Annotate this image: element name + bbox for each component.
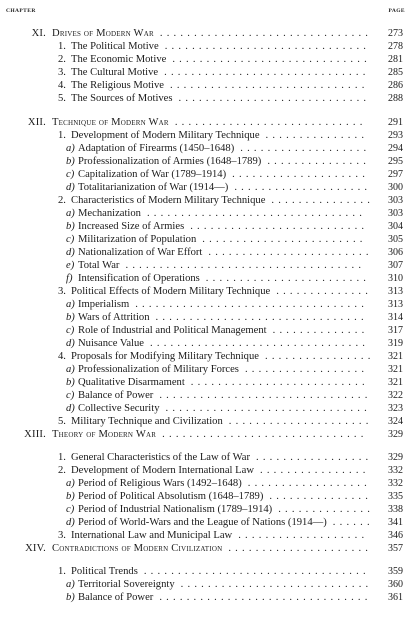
dot-leader: ............................... bbox=[159, 28, 373, 39]
page-number: 329 bbox=[388, 429, 403, 440]
page-number: 293 bbox=[388, 130, 403, 141]
toc-entry-label bbox=[0, 428, 156, 441]
entry-number: 1. bbox=[58, 566, 66, 577]
toc-entry-label bbox=[66, 337, 144, 350]
entry-title: Proposals for Modifying Military Technique bbox=[71, 351, 259, 362]
chapter-number: XI. bbox=[31, 28, 46, 39]
page-number: 329 bbox=[388, 452, 403, 463]
toc-entry-label bbox=[66, 477, 242, 490]
toc-entry-label bbox=[66, 220, 184, 233]
toc-subsection-entry bbox=[0, 181, 403, 194]
page-number: 281 bbox=[388, 54, 403, 65]
dot-leader: .............................. bbox=[164, 67, 370, 78]
toc-entry-label bbox=[66, 516, 327, 529]
toc-chapter-entry bbox=[0, 542, 403, 555]
page-number: 304 bbox=[388, 221, 403, 232]
page-number: 306 bbox=[388, 247, 403, 258]
toc-entry-label bbox=[66, 389, 153, 402]
entry-title: Collective Security bbox=[78, 403, 160, 414]
entry-title: Balance of Power bbox=[78, 592, 154, 603]
toc-subsection-entry bbox=[0, 363, 403, 376]
toc-chapter-entry bbox=[0, 116, 403, 129]
dot-leader: .......................... bbox=[190, 377, 369, 388]
toc-subsection-entry bbox=[0, 233, 403, 246]
entry-number: 2. bbox=[58, 54, 66, 65]
entry-number: b) bbox=[66, 221, 75, 232]
toc-subsection-entry bbox=[0, 337, 403, 350]
page-number: 273 bbox=[388, 28, 403, 39]
entry-title: Imperialism bbox=[78, 299, 130, 310]
toc-section-entry bbox=[0, 451, 403, 464]
toc-entry-label bbox=[66, 207, 141, 220]
entry-number: 4. bbox=[58, 351, 66, 362]
entry-title: Qualitative Disarmament bbox=[78, 377, 185, 388]
entry-number: 3. bbox=[58, 286, 66, 297]
dot-leader: ................................... bbox=[125, 260, 366, 271]
page-number: 341 bbox=[388, 517, 403, 528]
page-number: 346 bbox=[388, 530, 403, 541]
entry-number: 2. bbox=[58, 465, 66, 476]
dot-leader: ........................ bbox=[205, 273, 371, 284]
chapter-title: Drives of Modern War bbox=[52, 28, 154, 39]
toc-entry-label bbox=[58, 529, 232, 542]
entry-number: d) bbox=[66, 182, 75, 193]
entry-title: Development of Modern Military Technique bbox=[71, 130, 260, 141]
dot-leader: ................ bbox=[264, 351, 375, 362]
page-number: 359 bbox=[388, 566, 403, 577]
toc-section-entry bbox=[0, 415, 403, 428]
page-number: 360 bbox=[388, 579, 403, 590]
entry-title: Adaptation of Firearms (1450–1648) bbox=[78, 143, 235, 154]
page-number: 310 bbox=[388, 273, 403, 284]
page-number: 305 bbox=[388, 234, 403, 245]
entry-number: c) bbox=[66, 325, 75, 336]
page-number: 278 bbox=[388, 41, 403, 52]
toc-section-entry bbox=[0, 464, 403, 477]
entry-number: 3. bbox=[58, 530, 66, 541]
page-number: 303 bbox=[388, 208, 403, 219]
chapter-column-label: CHAPTER bbox=[6, 8, 36, 14]
page-number: 314 bbox=[388, 312, 403, 323]
entry-title: Period of Religious Wars (1492–1648) bbox=[78, 478, 242, 489]
entry-title: Professionalization of Armies (1648–1789) bbox=[78, 156, 262, 167]
entry-number: b) bbox=[66, 592, 75, 603]
toc-entry-label bbox=[58, 285, 270, 298]
entry-title: Balance of Power bbox=[78, 390, 154, 401]
toc-subsection-entry bbox=[0, 490, 403, 503]
toc-entry-label bbox=[66, 311, 150, 324]
toc-section-entry bbox=[0, 66, 403, 79]
toc-entry-label bbox=[66, 591, 153, 604]
toc-section-entry bbox=[0, 79, 403, 92]
toc-section-entry bbox=[0, 285, 403, 298]
entry-title: Wars of Attrition bbox=[78, 312, 150, 323]
entry-title: The Cultural Motive bbox=[71, 67, 159, 78]
entry-number: a) bbox=[66, 299, 75, 310]
dot-leader: ..................... bbox=[228, 416, 373, 427]
entry-number: 1. bbox=[58, 130, 66, 141]
page-number: 291 bbox=[388, 117, 403, 128]
dot-leader: ............................ bbox=[174, 117, 367, 128]
entry-title: The Economic Motive bbox=[71, 54, 167, 65]
dot-leader: ............... bbox=[269, 491, 373, 502]
toc-subsection-entry bbox=[0, 155, 403, 168]
entry-number: d) bbox=[66, 403, 75, 414]
chapter-number: XIII. bbox=[24, 429, 46, 440]
page-number: 338 bbox=[388, 504, 403, 515]
page-number: 286 bbox=[388, 80, 403, 91]
page-number: 313 bbox=[388, 299, 403, 310]
toc-entry-label bbox=[58, 53, 166, 66]
chapter-title: Theory of Modern War bbox=[52, 429, 157, 440]
entry-title: Totalitarianization of War (1914—) bbox=[78, 182, 229, 193]
toc-entry-label bbox=[66, 363, 239, 376]
toc-entry-label bbox=[66, 402, 160, 415]
entry-number: 5. bbox=[58, 416, 66, 427]
toc-entry-label bbox=[58, 415, 223, 428]
entry-title: Militarization of Population bbox=[78, 234, 197, 245]
toc-entry-label bbox=[58, 129, 260, 142]
toc-entry-label bbox=[66, 142, 234, 155]
toc-entry-label bbox=[66, 233, 196, 246]
page-number: 324 bbox=[388, 416, 403, 427]
toc-entry-label bbox=[66, 168, 226, 181]
toc-subsection-entry bbox=[0, 207, 403, 220]
entry-title: Political Trends bbox=[71, 566, 138, 577]
entry-title: Increased Size of Armies bbox=[78, 221, 185, 232]
toc-entry-label bbox=[58, 79, 164, 92]
toc-entry-label bbox=[58, 66, 158, 79]
dot-leader: ............................. bbox=[172, 54, 371, 65]
toc-entry-label bbox=[66, 490, 263, 503]
entry-number: c) bbox=[66, 504, 75, 515]
toc-subsection-entry bbox=[0, 142, 403, 155]
page-number: 321 bbox=[388, 377, 403, 388]
toc-section-entry bbox=[0, 40, 403, 53]
page-number: 321 bbox=[388, 351, 403, 362]
column-header bbox=[0, 4, 417, 16]
entry-title: Nationalization of War Effort bbox=[78, 247, 203, 258]
toc-subsection-entry bbox=[0, 503, 403, 516]
toc-entry-label bbox=[66, 376, 185, 389]
entry-number: d) bbox=[66, 338, 75, 349]
page-number: 319 bbox=[388, 338, 403, 349]
entry-title: Total War bbox=[78, 260, 120, 271]
toc-subsection-entry bbox=[0, 591, 403, 604]
dot-leader: ................................ bbox=[150, 338, 370, 349]
dot-leader: ................ bbox=[259, 465, 370, 476]
page-number: 317 bbox=[388, 325, 403, 336]
toc-subsection-entry bbox=[0, 311, 403, 324]
toc-entry-label bbox=[58, 451, 250, 464]
dot-leader: ............................... bbox=[159, 390, 372, 401]
dot-leader: ................. bbox=[255, 452, 373, 463]
entry-title: Military Technique and Civilization bbox=[71, 416, 223, 427]
entry-number: c) bbox=[66, 234, 75, 245]
entry-number: 5. bbox=[58, 93, 66, 104]
toc-entry-label bbox=[66, 298, 129, 311]
entry-number: 1. bbox=[58, 41, 66, 52]
toc-subsection-entry bbox=[0, 246, 403, 259]
dot-leader: .............................. bbox=[165, 403, 371, 414]
toc-subsection-entry bbox=[0, 324, 403, 337]
entry-number: 4. bbox=[58, 80, 66, 91]
toc-entry-label bbox=[66, 578, 175, 591]
entry-number: a) bbox=[66, 478, 75, 489]
entry-number: 1. bbox=[58, 452, 66, 463]
page-number: 294 bbox=[388, 143, 403, 154]
dot-leader: ............................ bbox=[178, 93, 371, 104]
entry-title: Political Effects of Modern Military Technique bbox=[71, 286, 271, 297]
entry-number: 2. bbox=[58, 195, 66, 206]
dot-leader: ............... bbox=[265, 130, 369, 141]
dot-leader: ............................. bbox=[169, 80, 369, 91]
chapter-number: XII. bbox=[27, 117, 46, 128]
entry-number: a) bbox=[66, 143, 75, 154]
dot-leader: .............. bbox=[272, 325, 369, 336]
page-number: 300 bbox=[388, 182, 403, 193]
dot-leader: ............................... bbox=[155, 312, 368, 323]
toc-entry-label bbox=[0, 542, 222, 555]
toc-subsection-entry bbox=[0, 516, 403, 529]
toc-entry-label bbox=[0, 116, 169, 129]
dot-leader: ................... bbox=[238, 530, 369, 541]
page-number: 288 bbox=[388, 93, 403, 104]
toc-section-entry bbox=[0, 53, 403, 66]
dot-leader: ............................ bbox=[180, 579, 373, 590]
entry-number: b) bbox=[66, 491, 75, 502]
toc-subsection-entry bbox=[0, 376, 403, 389]
dot-leader: ................... bbox=[240, 143, 371, 154]
toc-entry-label bbox=[58, 92, 173, 105]
dot-leader: ...... bbox=[332, 517, 374, 528]
dot-leader: ................................ bbox=[146, 208, 367, 219]
entry-title: Nuisance Value bbox=[78, 338, 144, 349]
toc-entry-label bbox=[66, 272, 200, 285]
page-number: 285 bbox=[388, 67, 403, 78]
toc-entry-label bbox=[58, 194, 265, 207]
dot-leader: .............. bbox=[278, 504, 375, 515]
toc-subsection-entry bbox=[0, 272, 403, 285]
toc-subsection-entry bbox=[0, 298, 403, 311]
entry-title: Development of Modern International Law bbox=[71, 465, 254, 476]
entry-number: d) bbox=[66, 517, 75, 528]
entry-title: Role of Industrial and Political Management bbox=[78, 325, 267, 336]
toc-entry-label bbox=[58, 40, 159, 53]
dot-leader: ........................ bbox=[202, 234, 367, 245]
toc-entry-label bbox=[66, 155, 261, 168]
toc-entry-label bbox=[58, 565, 138, 578]
toc-section-entry bbox=[0, 129, 403, 142]
page-number: 357 bbox=[388, 543, 403, 554]
page-number: 321 bbox=[388, 364, 403, 375]
dot-leader: .......................... bbox=[190, 221, 369, 232]
dot-leader: .................. bbox=[247, 478, 372, 489]
entry-number: a) bbox=[66, 364, 75, 375]
dot-leader: ............................... bbox=[159, 592, 372, 603]
dot-leader: .................... bbox=[234, 182, 372, 193]
entry-number: 3. bbox=[58, 67, 66, 78]
entry-title: Characteristics of Modern Military Technique bbox=[71, 195, 266, 206]
entry-title: Professionalization of Military Forces bbox=[78, 364, 239, 375]
entry-number: b) bbox=[66, 377, 75, 388]
entry-number: b) bbox=[66, 312, 75, 323]
toc-section-entry bbox=[0, 92, 403, 105]
entry-number: b) bbox=[66, 156, 75, 167]
toc-section-entry bbox=[0, 194, 403, 207]
dot-leader: .................................. bbox=[135, 299, 369, 310]
entry-title: Mechanization bbox=[78, 208, 141, 219]
dot-leader: ............... bbox=[267, 156, 371, 167]
dot-leader: .................. bbox=[244, 364, 369, 375]
toc-entry-label bbox=[66, 181, 228, 194]
entry-title: The Sources of Motives bbox=[71, 93, 173, 104]
dot-leader: ..................... bbox=[228, 543, 373, 554]
page-number: 322 bbox=[388, 390, 403, 401]
toc-entry-label bbox=[66, 503, 272, 516]
chapter-title: Contradictions of Modern Civilization bbox=[52, 543, 223, 554]
entry-title: Territorial Sovereignty bbox=[78, 579, 175, 590]
page-number: 361 bbox=[388, 592, 403, 603]
entry-number: c) bbox=[66, 390, 75, 401]
entry-title: Period of Industrial Nationalism (1789–1914) bbox=[78, 504, 273, 515]
toc-subsection-entry bbox=[0, 220, 403, 233]
toc-entry-label bbox=[0, 27, 154, 40]
page-number: 323 bbox=[388, 403, 403, 414]
toc-subsection-entry bbox=[0, 578, 403, 591]
entry-title: The Religious Motive bbox=[71, 80, 164, 91]
dot-leader: ................................. bbox=[143, 566, 370, 577]
page-number: 313 bbox=[388, 286, 403, 297]
toc-subsection-entry bbox=[0, 477, 403, 490]
page-number: 295 bbox=[388, 156, 403, 167]
toc-entry-label bbox=[66, 246, 202, 259]
dot-leader: ........................ bbox=[208, 247, 373, 258]
entry-number: e) bbox=[66, 260, 75, 271]
page-number: 303 bbox=[388, 195, 403, 206]
chapter-number: XIV. bbox=[25, 543, 46, 554]
toc-subsection-entry bbox=[0, 168, 403, 181]
toc-entry-label bbox=[66, 259, 119, 272]
dot-leader: .................... bbox=[232, 169, 370, 180]
entry-title: Period of World-Wars and the League of Nations (1914—) bbox=[78, 517, 327, 528]
entry-title: Period of Political Absolutism (1648–1789) bbox=[78, 491, 264, 502]
page-number: 307 bbox=[388, 260, 403, 271]
page-number: 332 bbox=[388, 465, 403, 476]
toc-entry-label bbox=[58, 464, 254, 477]
dot-leader: .............................. bbox=[162, 429, 368, 440]
entry-title: The Political Motive bbox=[71, 41, 159, 52]
toc-chapter-entry bbox=[0, 27, 403, 40]
entry-number: f) bbox=[66, 273, 73, 284]
dot-leader: .............. bbox=[276, 286, 373, 297]
page-number: 332 bbox=[388, 478, 403, 489]
entry-title: General Characteristics of the Law of War bbox=[71, 452, 250, 463]
toc-section-entry bbox=[0, 565, 403, 578]
entry-number: c) bbox=[66, 169, 75, 180]
toc-section-entry bbox=[0, 529, 403, 542]
entry-title: Intensification of Operations bbox=[78, 273, 200, 284]
page-number: 297 bbox=[388, 169, 403, 180]
toc-entry-label bbox=[66, 324, 267, 337]
page-number: 335 bbox=[388, 491, 403, 502]
toc-subsection-entry bbox=[0, 389, 403, 402]
toc-chapter-entry bbox=[0, 428, 403, 441]
toc-entry-label bbox=[58, 350, 259, 363]
dot-leader: ............... bbox=[271, 195, 375, 206]
entry-number: a) bbox=[66, 208, 75, 219]
page-column-label: PAGE bbox=[388, 8, 405, 14]
entry-number: a) bbox=[66, 579, 75, 590]
entry-title: International Law and Municipal Law bbox=[71, 530, 233, 541]
entry-number: d) bbox=[66, 247, 75, 258]
chapter-title: Technique of Modern War bbox=[52, 117, 169, 128]
entry-title: Capitalization of War (1789–1914) bbox=[78, 169, 227, 180]
toc-subsection-entry bbox=[0, 259, 403, 272]
toc-section-entry bbox=[0, 350, 403, 363]
dot-leader: .............................. bbox=[164, 41, 371, 52]
toc-subsection-entry bbox=[0, 402, 403, 415]
